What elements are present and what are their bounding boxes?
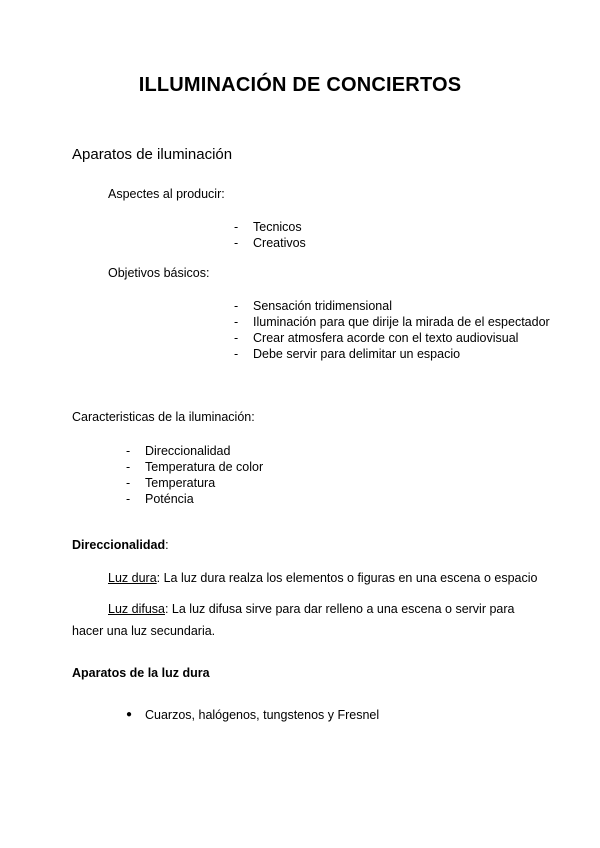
luz-difusa-term: Luz difusa xyxy=(108,602,165,616)
list-item: - Iluminación para que dirije la mirada de el espectador xyxy=(234,315,550,329)
aparatos-luz-dura-heading: Aparatos de la luz dura xyxy=(72,666,210,680)
dash-marker: - xyxy=(234,315,239,329)
caracteristicas-list xyxy=(126,443,264,507)
luz-difusa-paragraph-continuation: hacer una luz secundaria. xyxy=(72,624,216,638)
list-item: - Direccionalidad xyxy=(126,444,231,458)
luz-dura-term: Luz dura xyxy=(108,571,157,585)
list-item: - Temperatura de color xyxy=(126,460,264,474)
objetivos-label: Objetivos básicos: xyxy=(108,266,210,280)
list-item: - Crear atmosfera acorde con el texto audiovisual xyxy=(234,331,519,345)
list-item: - Sensación tridimensional xyxy=(234,299,392,313)
dash-marker: - xyxy=(126,460,131,474)
list-item: - Temperatura xyxy=(126,476,216,490)
direccionalidad-heading: Direccionalidad: xyxy=(72,538,169,552)
aspectos-list xyxy=(234,219,306,251)
dash-marker: - xyxy=(234,220,239,234)
objetivos-list xyxy=(234,298,550,362)
dash-marker: - xyxy=(234,331,239,345)
dash-marker: - xyxy=(126,476,131,490)
aparatos-luz-dura-list xyxy=(126,707,380,723)
list-item: - Debe servir para delimitar un espacio xyxy=(234,347,461,361)
list-item: - Poténcia xyxy=(126,492,194,506)
aspectos-label: Aspectes al producir: xyxy=(108,187,225,201)
dash-marker: - xyxy=(126,492,131,506)
list-item: ● Cuarzos, halógenos, tungstenos y Fresnel xyxy=(126,708,380,722)
dash-marker: - xyxy=(126,444,131,458)
caracteristicas-label: Caracteristicas de la iluminación: xyxy=(72,410,255,424)
list-item: - Tecnicos xyxy=(234,220,302,234)
list-item: - Creativos xyxy=(234,236,306,250)
page-title: ILLUMINACIÓN DE CONCIERTOS xyxy=(138,74,462,96)
dash-marker: - xyxy=(234,299,239,313)
luz-dura-paragraph: Luz dura: La luz dura realza los elementos o figuras en una escena o espacio xyxy=(108,571,538,585)
dash-marker: - xyxy=(234,347,239,361)
section-heading-aparatos: Aparatos de iluminación xyxy=(72,146,233,163)
luz-difusa-paragraph: Luz difusa: La luz difusa sirve para dar relleno a una escena o servir para xyxy=(108,602,515,616)
bullet-icon: ● xyxy=(126,709,133,720)
dash-marker: - xyxy=(234,236,239,250)
